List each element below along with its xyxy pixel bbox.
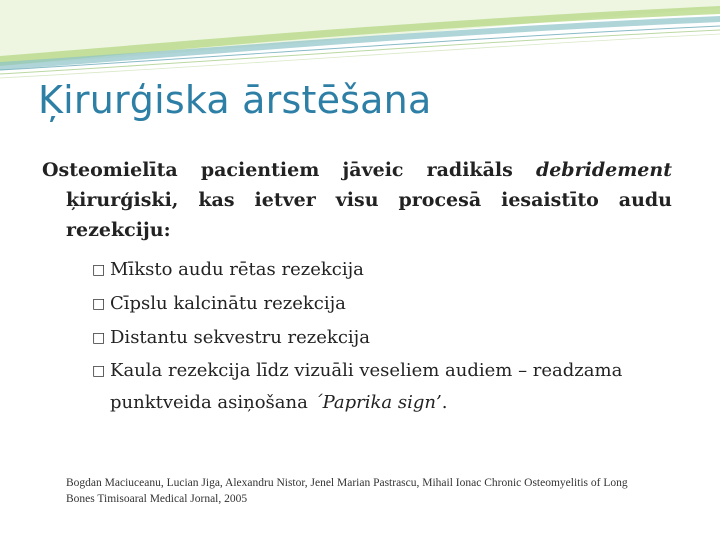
bullet-box-icon: □ — [92, 330, 106, 346]
list-item-text: Kaula rezekcija līdz vizuāli veseliem audiem – readzama punktveida asiņošana — [110, 360, 623, 413]
list-item-text: Distantu sekvestru rezekcija — [110, 327, 370, 348]
list-item — [92, 253, 672, 287]
list-item-italic: ´Paprika sign’ — [313, 392, 442, 413]
slide-body — [42, 155, 672, 419]
list-item — [92, 321, 672, 355]
list-item — [92, 287, 672, 321]
bullet-box-icon: □ — [92, 363, 106, 379]
slide-title: Ķirurģiska ārstēšana — [38, 78, 432, 122]
list-item-text: Mīksto audu rētas rezekcija — [110, 259, 364, 280]
lead-text-2: ķirurģiski, kas ietver visu procesā iesaistīto audu rezekciju: — [66, 189, 672, 241]
lead-paragraph — [42, 155, 672, 245]
list-item-text: Cīpslu kalcinātu rezekcija — [110, 293, 346, 314]
lead-italic-term: debridement — [535, 159, 672, 181]
bullet-box-icon: □ — [92, 262, 106, 278]
lead-text-1: Osteomielīta pacientiem jāveic radikāls — [42, 159, 513, 181]
header-decoration — [0, 0, 720, 90]
reference-citation: Bogdan Maciuceanu, Lucian Jiga, Alexandru Nistor, Jenel Marian Pastrascu, Mihail Ionac Chronic Osteomyelitis of Long Bones Timisoaral Medical Jornal, 2005 — [66, 477, 628, 505]
bullet-box-icon: □ — [92, 296, 106, 312]
bullet-list — [42, 253, 672, 419]
list-item-tail: . — [441, 392, 448, 413]
list-item — [92, 355, 672, 419]
